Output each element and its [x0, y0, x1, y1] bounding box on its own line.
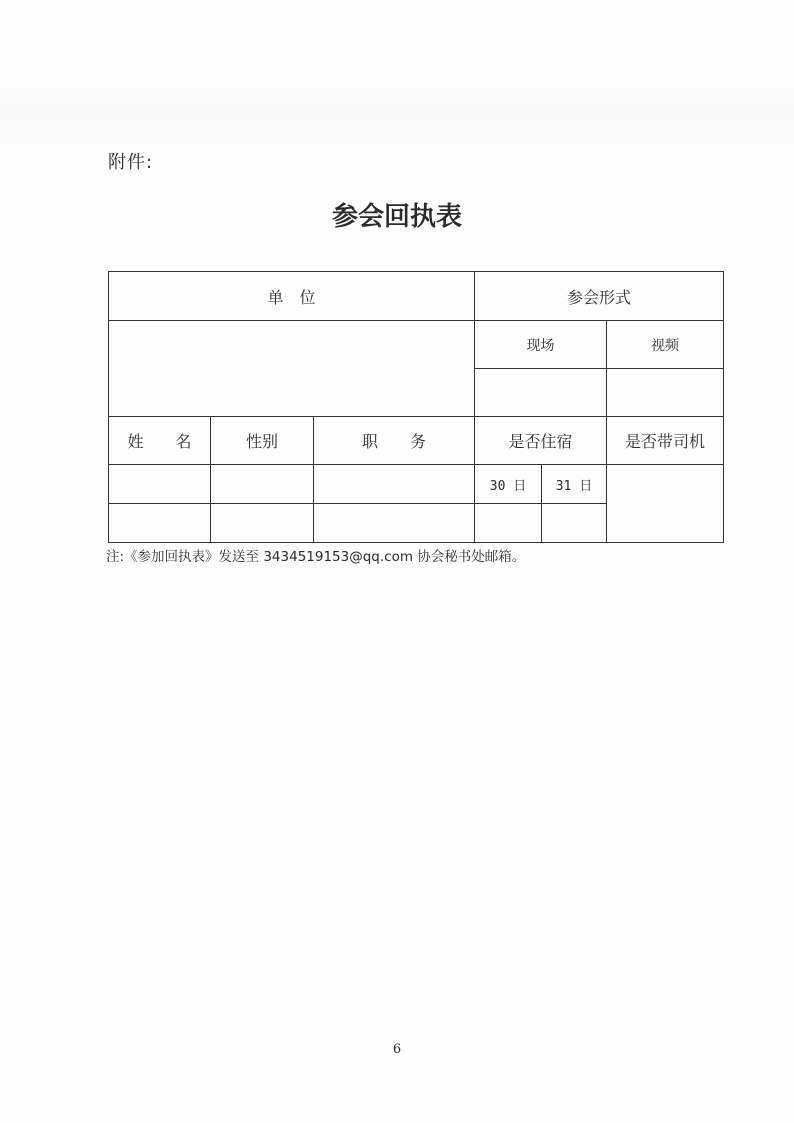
driver-cell[interactable] — [607, 465, 724, 543]
page-title: 参会回执表 — [331, 202, 462, 232]
day31-value-cell[interactable] — [542, 504, 607, 543]
onsite-header: 现场 — [475, 321, 607, 369]
name-cell[interactable] — [109, 504, 211, 543]
format-header: 参会形式 — [475, 272, 724, 321]
table-row — [109, 417, 724, 465]
lodging-header: 是否住宿 — [475, 417, 607, 465]
name-cell[interactable] — [109, 465, 211, 504]
scan-artifact — [0, 78, 794, 148]
gender-cell[interactable] — [211, 465, 314, 504]
day30-cell: 30 日 — [475, 465, 542, 504]
gender-cell[interactable] — [211, 504, 314, 543]
unit-cell[interactable] — [109, 321, 475, 417]
driver-header: 是否带司机 — [607, 417, 724, 465]
footnote: 注:《参加回执表》发送至 3434519153@qq.com 协会秘书处邮箱。 — [106, 549, 526, 565]
page-number: 6 — [392, 1042, 402, 1057]
name-header: 姓 名 — [109, 417, 211, 465]
unit-header: 单 位 — [109, 272, 475, 321]
table-row — [109, 272, 724, 321]
position-cell[interactable] — [314, 465, 475, 504]
table-row — [109, 465, 724, 504]
position-header: 职 务 — [314, 417, 475, 465]
day31-cell: 31 日 — [542, 465, 607, 504]
gender-header: 性别 — [211, 417, 314, 465]
video-cell[interactable] — [607, 369, 724, 417]
attachment-label: 附件: — [108, 152, 154, 173]
onsite-cell[interactable] — [475, 369, 607, 417]
video-header: 视频 — [607, 321, 724, 369]
day30-value-cell[interactable] — [475, 504, 542, 543]
position-cell[interactable] — [314, 504, 475, 543]
reply-form-table — [108, 271, 724, 543]
table-row — [109, 321, 724, 369]
